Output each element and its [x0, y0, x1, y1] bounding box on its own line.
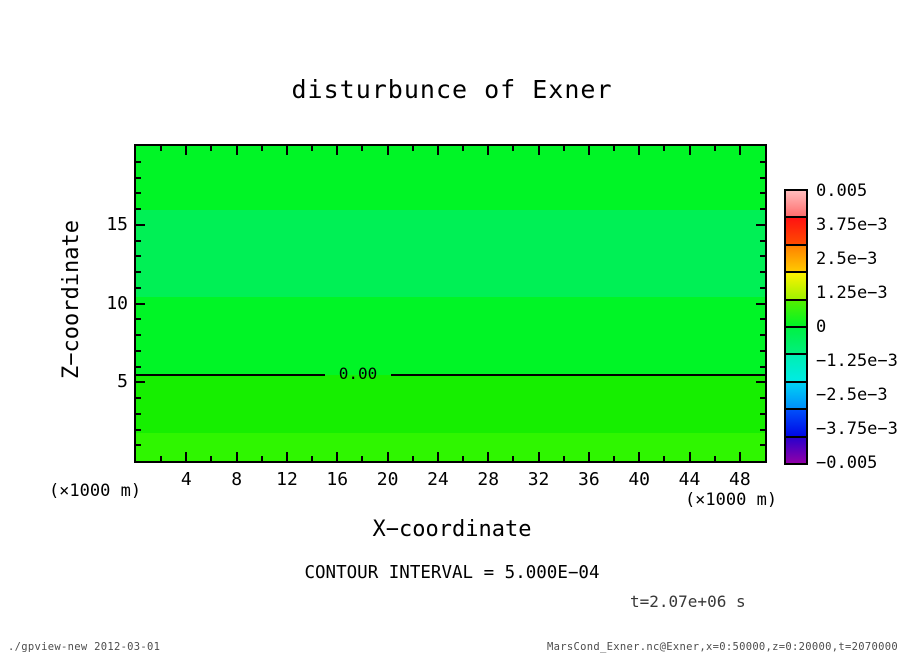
y-axis-tick-right: [760, 287, 765, 289]
colorbar-segment: [786, 410, 806, 437]
x-tick-label: 20: [376, 469, 399, 490]
contour-interval-label: CONTOUR INTERVAL = 5.000E−04: [304, 563, 600, 583]
x-axis-tick-bottom: [185, 452, 187, 461]
y-axis-tick-left: [136, 397, 141, 399]
colorbar-segment: [786, 301, 806, 328]
x-axis-tick-bottom: [462, 456, 464, 461]
x-axis-tick-top: [538, 146, 540, 155]
y-axis-title: Z−coordinate: [59, 220, 84, 379]
y-axis-tick-right: [760, 177, 765, 179]
footer-command-text: ./gpview-new 2012-03-01: [8, 641, 161, 653]
x-axis-tick-bottom: [512, 456, 514, 461]
x-tick-label: 40: [628, 469, 651, 490]
x-axis-tick-bottom: [387, 452, 389, 461]
x-axis-tick-bottom: [236, 452, 238, 461]
y-axis-tick-right: [760, 334, 765, 336]
x-tick-label: 16: [326, 469, 349, 490]
colorbar-tick-label: 0.005: [816, 181, 868, 201]
colorbar: [784, 189, 808, 465]
colorbar-tick-label: −3.75e−3: [816, 419, 898, 439]
y-axis-tick-left: [136, 366, 141, 368]
x-tick-label: 48: [728, 469, 751, 490]
x-axis-tick-bottom: [689, 452, 691, 461]
x-axis-title: X−coordinate: [372, 517, 532, 542]
x-axis-tick-top: [286, 146, 288, 155]
y-axis-tick-right: [756, 303, 765, 305]
y-axis-tick-left: [136, 192, 141, 194]
y-axis-tick-left: [136, 318, 141, 320]
zero-contour-line: [136, 374, 325, 376]
x-tick-label: 8: [231, 469, 243, 490]
y-axis-tick-right: [760, 240, 765, 242]
x-tick-label: 44: [678, 469, 701, 490]
y-axis-tick-right: [760, 429, 765, 431]
x-axis-tick-bottom: [160, 456, 162, 461]
y-axis-tick-left: [136, 255, 141, 257]
x-axis-tick-bottom: [361, 456, 363, 461]
y-axis-tick-left: [136, 444, 141, 446]
x-axis-tick-bottom: [412, 456, 414, 461]
x-axis-tick-top: [487, 146, 489, 155]
footer-source-text: MarsCond_Exner.nc@Exner,x=0:50000,z=0:20000,t=2070000: [547, 641, 898, 653]
zero-contour-line: [391, 374, 765, 376]
colorbar-tick-label: 0: [816, 317, 827, 337]
x-axis-tick-top: [462, 146, 464, 151]
y-tick-label: 10: [106, 292, 128, 314]
y-axis-tick-right: [760, 366, 765, 368]
page-title: disturbunce of Exner: [291, 75, 613, 104]
colorbar-segment: [786, 328, 806, 355]
y-axis-tick-right: [760, 444, 765, 446]
x-tick-label: 24: [427, 469, 449, 490]
x-axis-tick-top: [613, 146, 615, 151]
y-axis-tick-left: [136, 413, 141, 415]
x-axis-tick-bottom: [588, 452, 590, 461]
x-axis-tick-top: [563, 146, 565, 151]
colorbar-segment: [786, 383, 806, 410]
colorbar-tick-label: −0.005: [816, 453, 878, 473]
y-axis-tick-right: [756, 381, 765, 383]
y-axis-tick-left: [136, 287, 141, 289]
x-axis-tick-bottom: [261, 456, 263, 461]
y-axis-tick-left: [136, 240, 141, 242]
x-axis-tick-top: [714, 146, 716, 151]
x-tick-label: 28: [477, 469, 500, 490]
y-unit-label: (×1000 m): [48, 481, 142, 501]
x-axis-tick-top: [689, 146, 691, 155]
x-axis-tick-top: [437, 146, 439, 155]
x-axis-tick-bottom: [739, 452, 741, 461]
x-axis-tick-top: [311, 146, 313, 151]
x-axis-tick-bottom: [714, 456, 716, 461]
y-axis-tick-left: [136, 208, 141, 210]
y-axis-tick-left: [136, 224, 145, 226]
shade-band: [136, 433, 765, 461]
time-annotation: t=2.07e+06 s: [630, 592, 746, 611]
y-axis-tick-right: [760, 271, 765, 273]
x-axis-tick-bottom: [538, 452, 540, 461]
colorbar-segment: [786, 218, 806, 245]
shade-band: [136, 146, 765, 210]
x-axis-tick-top: [160, 146, 162, 151]
colorbar-segment: [786, 355, 806, 382]
x-axis-tick-top: [361, 146, 363, 151]
x-axis-tick-bottom: [613, 456, 615, 461]
x-axis-tick-bottom: [210, 456, 212, 461]
colorbar-tick-label: −1.25e−3: [816, 351, 898, 371]
colorbar-segment: [786, 191, 806, 218]
x-axis-tick-bottom: [638, 452, 640, 461]
colorbar-segment: [786, 246, 806, 273]
colorbar-segment: [786, 273, 806, 300]
x-axis-tick-bottom: [311, 456, 313, 461]
x-axis-tick-top: [588, 146, 590, 155]
colorbar-segment: [786, 438, 806, 463]
y-axis-tick-right: [760, 161, 765, 163]
y-axis-tick-left: [136, 334, 141, 336]
x-tick-label: 32: [527, 469, 550, 490]
y-axis-tick-right: [756, 224, 765, 226]
y-axis-tick-right: [760, 350, 765, 352]
y-axis-tick-right: [760, 397, 765, 399]
x-axis-tick-bottom: [437, 452, 439, 461]
x-axis-tick-bottom: [563, 456, 565, 461]
y-axis-tick-right: [760, 192, 765, 194]
x-tick-label: 12: [276, 469, 298, 490]
zero-contour-label: 0.00: [338, 364, 378, 383]
x-axis-tick-bottom: [286, 452, 288, 461]
colorbar-tick-label: 1.25e−3: [816, 283, 888, 303]
x-axis-tick-top: [210, 146, 212, 151]
y-axis-tick-left: [136, 177, 141, 179]
y-axis-tick-left: [136, 381, 145, 383]
y-axis-tick-left: [136, 271, 141, 273]
x-axis-tick-top: [638, 146, 640, 155]
colorbar-tick-label: −2.5e−3: [816, 385, 888, 405]
x-axis-tick-bottom: [663, 456, 665, 461]
y-axis-tick-right: [760, 318, 765, 320]
x-tick-label: 4: [180, 469, 192, 490]
y-tick-label: 15: [106, 213, 128, 235]
y-axis-tick-right: [760, 255, 765, 257]
y-axis-tick-left: [136, 303, 145, 305]
x-axis-tick-top: [512, 146, 514, 151]
y-axis-tick-left: [136, 161, 141, 163]
x-axis-tick-top: [412, 146, 414, 151]
x-axis-tick-bottom: [487, 452, 489, 461]
x-tick-label: 36: [578, 469, 600, 490]
shade-band: [136, 375, 765, 433]
x-axis-tick-top: [336, 146, 338, 155]
x-axis-tick-bottom: [336, 452, 338, 461]
x-axis-tick-top: [739, 146, 741, 155]
y-axis-tick-right: [760, 413, 765, 415]
plot-area: [134, 144, 767, 463]
x-axis-tick-top: [236, 146, 238, 155]
y-axis-tick-right: [760, 208, 765, 210]
colorbar-tick-label: 3.75e−3: [816, 215, 888, 235]
x-axis-tick-top: [387, 146, 389, 155]
x-axis-tick-top: [185, 146, 187, 155]
y-axis-tick-left: [136, 429, 141, 431]
x-axis-tick-top: [663, 146, 665, 151]
colorbar-tick-label: 2.5e−3: [816, 249, 878, 269]
shade-band: [136, 297, 765, 375]
y-tick-label: 5: [117, 371, 128, 393]
x-unit-label: (×1000 m): [684, 490, 778, 510]
x-axis-tick-top: [261, 146, 263, 151]
shade-band: [136, 210, 765, 297]
y-axis-tick-left: [136, 350, 141, 352]
